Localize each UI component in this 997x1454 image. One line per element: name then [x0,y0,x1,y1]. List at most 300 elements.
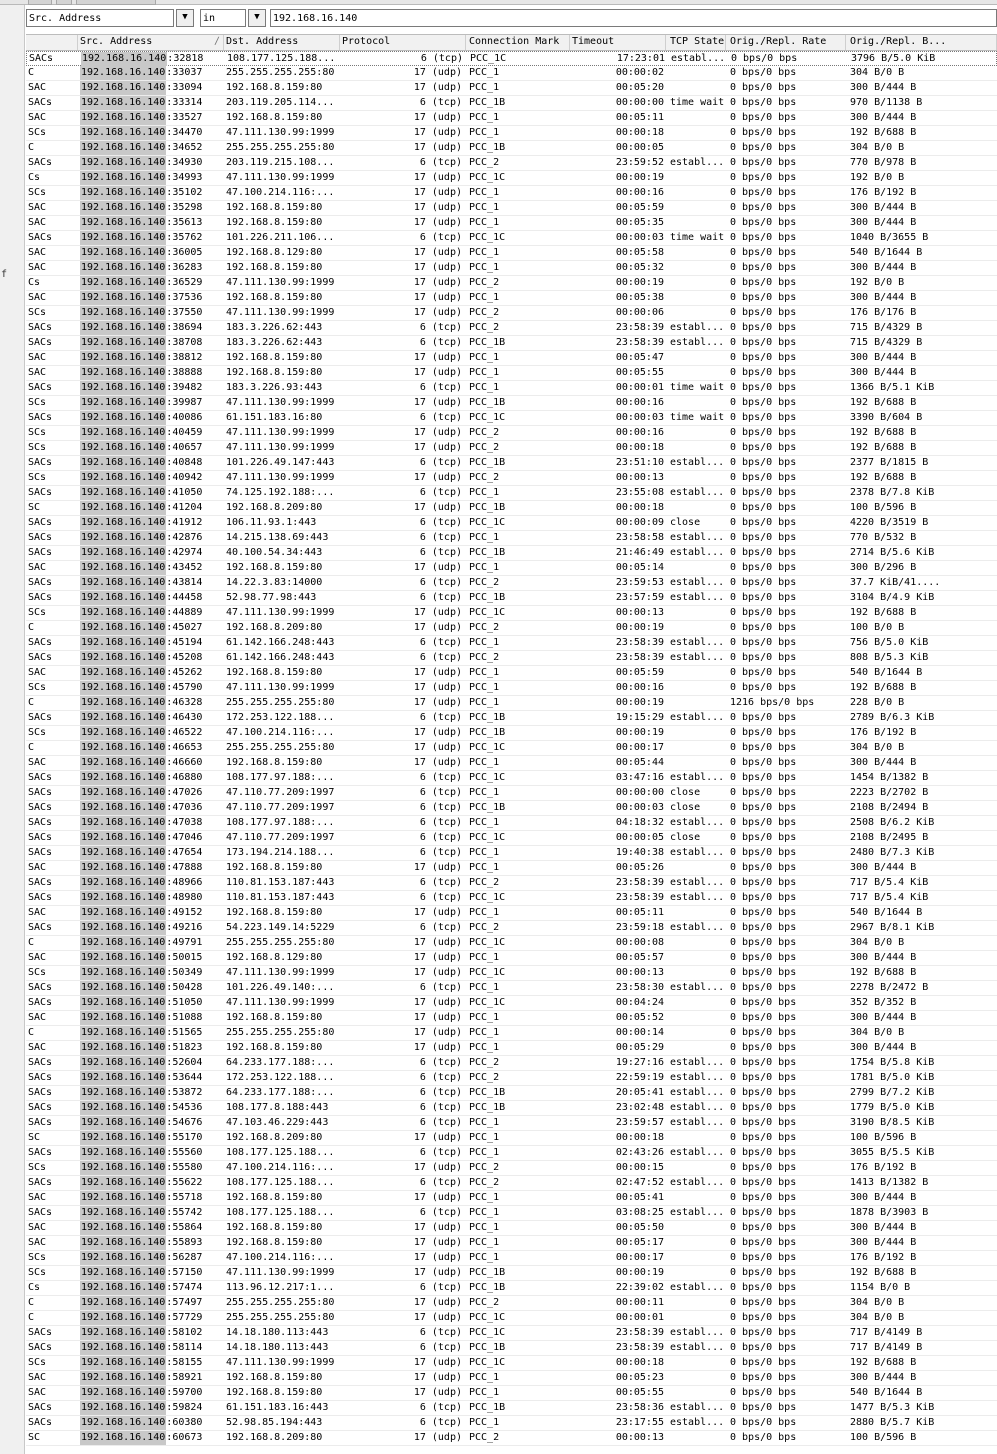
rate: 0 bps/0 bps [730,937,797,948]
src-ip-highlight: 192.168.16.140 [81,937,166,948]
src-port: :49216 [166,922,203,933]
table-row[interactable] [26,666,997,681]
dst-address: 47.100.214.116:... [226,1252,335,1263]
timeout: 00:00:06 [615,307,664,318]
timeout: 22:39:02 [615,1282,664,1293]
row-flags: SAC [28,217,47,228]
tcp-state [666,1266,726,1280]
src-address [78,171,224,185]
table-row[interactable] [26,306,997,321]
table-row[interactable] [26,636,997,651]
table-row[interactable] [26,1341,997,1356]
tcp-state: establ... [670,577,725,588]
table-row[interactable] [26,1026,997,1041]
protocol: 6 (tcp) [419,787,462,798]
row-flags: SAC [28,952,47,963]
table-row[interactable] [26,351,997,366]
protocol: 17 (udp) [413,397,462,408]
table-row[interactable] [26,576,997,591]
rate: 0 bps/0 bps [730,187,797,198]
src-address [78,111,224,125]
rate: 0 bps/0 bps [730,862,797,873]
table-row[interactable] [26,396,997,411]
tcp-state [666,1026,726,1040]
src-port: :59824 [166,1402,203,1413]
protocol: 17 (udp) [413,862,462,873]
table-row[interactable] [26,171,997,186]
toolbar-button[interactable] [28,0,52,5]
dst-address: 255.255.255.255:80 [226,742,335,753]
src-port: :49152 [166,907,203,918]
table-row[interactable] [26,1206,997,1221]
protocol: 6 (tcp) [419,1342,462,1353]
row-flags: SACs [28,457,53,468]
src-ip-highlight: 192.168.16.140 [81,1057,166,1068]
row-flags: SACs [28,547,53,558]
protocol: 17 (udp) [413,562,462,573]
column-header-dst-address[interactable]: Dst. Address [224,35,340,50]
protocol: 17 (udp) [413,142,462,153]
row-flags: SACs [28,817,53,828]
table-row[interactable] [26,1176,997,1191]
protocol: 17 (udp) [413,262,462,273]
src-address [78,366,224,380]
table-row[interactable] [26,291,997,306]
src-address [78,1206,224,1220]
src-ip-highlight: 192.168.16.140 [81,757,166,768]
table-row[interactable] [26,606,997,621]
protocol: 6 (tcp) [419,1177,462,1188]
rate: 0 bps/0 bps [730,1177,797,1188]
timeout: 22:59:19 [615,1072,664,1083]
table-row[interactable] [26,231,997,246]
connection-mark: PCC_1C [469,232,506,243]
tcp-state: establ... [670,322,725,333]
table-row[interactable] [26,126,997,141]
dst-address: 192.168.8.159:80 [226,907,323,918]
table-row[interactable] [26,1086,997,1101]
src-ip-highlight: 192.168.16.140 [81,862,166,873]
table-row[interactable] [26,1401,997,1416]
table-row[interactable] [26,1161,997,1176]
table-row[interactable] [26,876,997,891]
table-row[interactable] [26,1221,997,1236]
table-row[interactable] [26,1266,997,1281]
tcp-state [666,996,726,1010]
src-ip-highlight: 192.168.16.140 [81,1207,166,1218]
table-row[interactable] [26,261,997,276]
table-row[interactable] [26,951,997,966]
table-row[interactable] [26,381,997,396]
table-row[interactable] [26,411,997,426]
timeout: 00:00:03 [615,412,664,423]
protocol: 6 (tcp) [419,1327,462,1338]
table-row[interactable] [26,696,997,711]
timeout: 00:05:14 [615,562,664,573]
dst-address: 64.233.177.188:... [226,1057,335,1068]
timeout: 04:18:32 [615,817,664,828]
bytes: 300 B/444 B [850,1372,917,1383]
protocol: 6 (tcp) [419,817,462,828]
protocol: 17 (udp) [413,1162,462,1173]
src-ip-highlight: 192.168.16.140 [81,217,166,228]
table-row[interactable] [26,1101,997,1116]
dst-address: 113.96.12.217:1... [226,1282,335,1293]
column-header-protocol[interactable]: Protocol [340,35,466,50]
connection-mark: PCC_1 [469,1192,500,1203]
column-header-connection-mark[interactable]: Connection Mark [466,35,570,50]
connection-mark: PCC_1 [469,952,500,963]
table-row[interactable] [26,921,997,936]
tcp-state [666,561,726,575]
table-row[interactable] [26,516,997,531]
table-row[interactable] [26,756,997,771]
dst-address: 192.168.8.159:80 [226,1372,323,1383]
dst-address: 255.255.255.255:80 [226,937,335,948]
src-ip-highlight: 192.168.16.140 [81,577,166,588]
src-port: :55718 [166,1192,203,1203]
toolbar-button[interactable] [56,0,72,5]
table-row[interactable] [26,216,997,231]
table-row[interactable] [26,801,997,816]
table-row[interactable] [26,1251,997,1266]
table-row[interactable] [26,1056,997,1071]
bytes: 304 B/0 B [850,1027,905,1038]
timeout: 00:00:05 [615,832,664,843]
dst-address: 52.98.85.194:443 [226,1417,323,1428]
table-row[interactable] [26,1386,997,1401]
rate: 0 bps/0 bps [730,202,797,213]
table-row[interactable] [26,1131,997,1146]
bytes: 1878 B/3903 B [850,1207,929,1218]
row-flags: SACs [28,1102,53,1113]
row-flags: SCs [28,427,47,438]
connection-mark: PCC_1C [469,967,506,978]
rate: 1216 bps/0 bps [730,697,815,708]
table-row[interactable] [26,726,997,741]
connection-mark: PCC_1 [469,1237,500,1248]
rate: 0 bps/0 bps [730,1102,797,1113]
src-port: :47888 [166,862,203,873]
table-row[interactable] [26,186,997,201]
bytes: 100 B/596 B [850,1432,917,1443]
dst-address: 47.111.130.99:1999 [226,1267,335,1278]
row-flags: Cs [28,277,41,288]
table-row[interactable] [26,66,997,81]
dst-address: 108.177.125.188... [227,53,336,64]
timeout: 23:58:39 [615,1327,664,1338]
table-row[interactable] [26,651,997,666]
src-port: :55622 [166,1177,203,1188]
src-address [78,696,224,710]
timeout: 00:05:26 [615,862,664,873]
table-row[interactable] [26,1116,997,1131]
connection-mark: PCC_2 [469,652,500,663]
table-row[interactable] [26,1356,997,1371]
table-row[interactable] [26,741,997,756]
protocol: 17 (udp) [413,1237,462,1248]
column-header-bytes[interactable]: Orig./Repl. B... [846,35,997,50]
table-row[interactable] [26,1416,997,1431]
src-address [78,246,224,260]
table-row[interactable] [26,546,997,561]
table-row[interactable] [26,201,997,216]
src-port: :40942 [166,472,203,483]
table-row[interactable] [26,621,997,636]
bytes: 352 B/352 B [850,997,917,1008]
table-row[interactable] [26,816,997,831]
table-row[interactable] [26,321,997,336]
bytes: 192 B/688 B [850,1357,917,1368]
protocol: 17 (udp) [413,1432,462,1443]
table-row[interactable] [26,906,997,921]
table-row[interactable] [26,471,997,486]
connection-mark: PCC_2 [469,1072,500,1083]
column-header-flags[interactable] [26,35,78,50]
src-port: :36529 [166,277,203,288]
src-ip-highlight: 192.168.16.140 [81,1342,166,1353]
dst-address: 52.98.77.98:443 [226,592,317,603]
tcp-state [666,501,726,515]
tcp-state [666,366,726,380]
tcp-state [666,111,726,125]
table-row[interactable] [26,1011,997,1026]
src-ip-highlight: 192.168.16.140 [81,67,166,78]
table-row[interactable] [26,831,997,846]
protocol: 17 (udp) [413,277,462,288]
table-row[interactable] [26,96,997,111]
tcp-state [666,291,726,305]
rate: 0 bps/0 bps [730,487,797,498]
table-row[interactable] [26,1326,997,1341]
src-port: :34930 [166,157,203,168]
protocol: 6 (tcp) [419,457,462,468]
rate: 0 bps/0 bps [730,1147,797,1158]
filter-value-input[interactable]: 192.168.16.140 [270,9,997,27]
bytes: 300 B/444 B [850,352,917,363]
tcp-state [666,216,726,230]
table-row[interactable] [26,441,997,456]
connection-mark: PCC_1 [469,1042,500,1053]
src-port: :46880 [166,772,203,783]
src-ip-highlight: 192.168.16.140 [81,247,166,258]
dst-address: 47.111.130.99:1999 [226,997,335,1008]
dst-address: 47.111.130.99:1999 [226,1357,335,1368]
protocol: 6 (tcp) [419,652,462,663]
bytes: 2378 B/7.8 KiB [850,487,935,498]
src-address [78,921,224,935]
timeout: 23:55:08 [615,487,664,498]
table-row[interactable] [26,996,997,1011]
table-row[interactable] [26,501,997,516]
table-row[interactable] [26,966,997,981]
table-row[interactable] [26,936,997,951]
column-header-timeout[interactable]: Timeout [570,35,666,50]
bytes: 717 B/5.4 KiB [850,892,929,903]
left-gutter [0,5,25,1454]
table-row[interactable] [26,1041,997,1056]
table-row[interactable] [26,486,997,501]
table-row[interactable] [26,1371,997,1386]
column-header-tcp-state[interactable]: TCP State [666,35,726,50]
table-row[interactable] [26,141,997,156]
timeout: 00:05:59 [615,202,664,213]
table-row[interactable] [26,1191,997,1206]
tcp-state [666,1131,726,1145]
src-ip-highlight: 192.168.16.140 [81,202,166,213]
src-port: :40848 [166,457,203,468]
table-row[interactable] [26,846,997,861]
bytes: 770 B/978 B [850,157,917,168]
row-flags: SAC [28,1042,47,1053]
row-flags: C [28,1312,35,1323]
bytes: 2377 B/1815 B [850,457,929,468]
chevron-down-icon[interactable]: ▼ [248,9,266,27]
tcp-state [666,966,726,980]
dst-address: 192.168.8.159:80 [226,862,323,873]
tcp-state [666,1161,726,1175]
tcp-state [666,201,726,215]
dst-address: 108.177.125.188... [226,1177,335,1188]
connection-mark: PCC_2 [469,157,500,168]
table-row[interactable] [26,81,997,96]
tcp-state [666,1296,726,1310]
tcp-state [666,171,726,185]
table-row[interactable] [26,861,997,876]
src-address [78,1326,224,1340]
protocol: 17 (udp) [413,187,462,198]
rate: 0 bps/0 bps [730,367,797,378]
connection-mark: PCC_1 [469,127,500,138]
timeout: 23:58:36 [615,1402,664,1413]
tcp-state [666,66,726,80]
table-row[interactable] [26,786,997,801]
table-row[interactable] [26,366,997,381]
table-row[interactable] [26,1311,997,1326]
timeout: 17:23:01 [616,53,665,64]
table-row[interactable] [26,51,997,66]
timeout: 23:58:39 [615,637,664,648]
table-row[interactable] [26,891,997,906]
chevron-down-icon[interactable]: ▼ [176,9,194,27]
table-row[interactable] [26,276,997,291]
dst-address: 255.255.255.255:80 [226,697,335,708]
filter-operator-select[interactable]: in [200,9,246,27]
filter-field-select[interactable]: Src. Address [26,9,174,27]
column-header-src-address[interactable] [78,35,224,50]
timeout: 00:05:50 [615,1222,664,1233]
src-address [78,756,224,770]
protocol: 6 (tcp) [419,97,462,108]
protocol: 17 (udp) [413,112,462,123]
timeout: 23:58:39 [615,322,664,333]
protocol: 17 (udp) [413,472,462,483]
timeout: 00:00:08 [615,937,664,948]
table-row[interactable] [26,771,997,786]
dst-address: 106.11.93.1:443 [226,517,317,528]
tcp-state: establ... [670,1342,725,1353]
table-row[interactable] [26,1236,997,1251]
connection-mark: PCC_1 [469,67,500,78]
table-row[interactable] [26,1281,997,1296]
rate: 0 bps/0 bps [730,1312,797,1323]
table-row[interactable] [26,111,997,126]
row-flags: Cs [28,1282,41,1293]
row-flags: SACs [28,1177,53,1188]
table-row[interactable] [26,561,997,576]
protocol: 17 (udp) [413,1027,462,1038]
src-ip-highlight: 192.168.16.140 [81,337,166,348]
table-row[interactable] [26,711,997,726]
rate: 0 bps/0 bps [730,262,797,273]
row-flags: SACs [28,787,53,798]
bytes: 100 B/596 B [850,1132,917,1143]
protocol: 6 (tcp) [419,577,462,588]
bytes: 540 B/1644 B [850,667,923,678]
bytes: 1754 B/5.8 KiB [850,1057,935,1068]
timeout: 03:08:25 [615,1207,664,1218]
connection-mark: PCC_1C [469,517,506,528]
timeout: 00:00:05 [615,142,664,153]
src-address [78,1356,224,1370]
src-port: :40459 [166,427,203,438]
connection-mark: PCC_1B [469,142,506,153]
table-row[interactable] [26,1431,997,1446]
src-address [78,381,224,395]
dst-address: 192.168.8.159:80 [226,262,323,273]
src-address [78,186,224,200]
table-row[interactable] [26,1071,997,1086]
table-row[interactable] [26,531,997,546]
protocol: 17 (udp) [413,667,462,678]
src-address [78,681,224,695]
src-ip-highlight: 192.168.16.140 [81,802,166,813]
row-flags: SAC [28,1012,47,1023]
protocol: 6 (tcp) [419,712,462,723]
src-address [78,831,224,845]
connection-mark: PCC_1B [469,1087,506,1098]
table-row[interactable] [26,591,997,606]
toolbar-button[interactable] [76,0,156,5]
table-row[interactable] [26,156,997,171]
src-port: :45208 [166,652,203,663]
table-row[interactable] [26,1146,997,1161]
table-row[interactable] [26,1296,997,1311]
rate: 0 bps/0 bps [730,532,797,543]
timeout: 00:00:16 [615,682,664,693]
rate: 0 bps/0 bps [730,1387,797,1398]
table-row[interactable] [26,336,997,351]
table-row[interactable] [26,456,997,471]
timeout: 00:00:16 [615,397,664,408]
bytes: 3390 B/604 B [850,412,923,423]
column-header-rate[interactable]: Orig./Repl. Rate [726,35,846,50]
table-row[interactable] [26,426,997,441]
table-row[interactable] [26,246,997,261]
src-port: :46328 [166,697,203,708]
tcp-state [666,741,726,755]
timeout: 00:00:19 [615,697,664,708]
row-flags: C [28,937,35,948]
dst-address: 192.168.8.159:80 [226,202,323,213]
dst-address: 47.111.130.99:1999 [226,277,335,288]
rate: 0 bps/0 bps [730,1072,797,1083]
table-row[interactable] [26,681,997,696]
timeout: 21:46:49 [615,547,664,558]
connection-mark: PCC_1C [469,1327,506,1338]
table-row[interactable] [26,981,997,996]
src-port: :47036 [166,802,203,813]
